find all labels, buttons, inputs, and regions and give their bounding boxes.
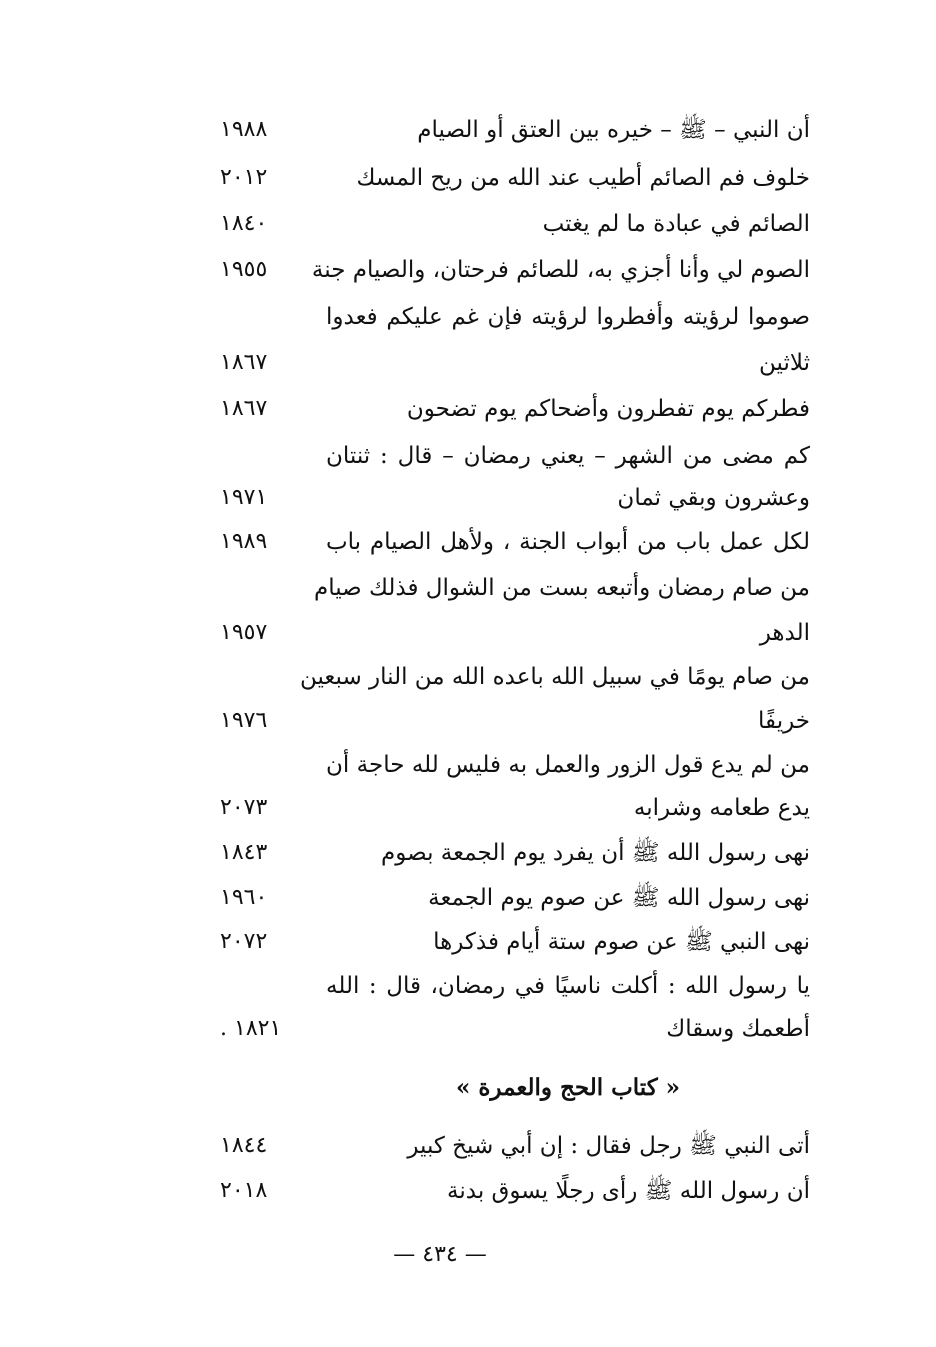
list-item [200, 295, 810, 339]
list-item [200, 248, 810, 292]
page-number: — ٤٣٤ — [393, 1242, 487, 1267]
reference-number: ١٩٨٩ [220, 529, 268, 554]
hadith-text: أن رسول الله ﷺ رأى رجلًا يسوق بدنة [447, 1178, 810, 1204]
list-item [200, 202, 810, 246]
hadith-text: ثلاثين [759, 350, 810, 376]
list-item [200, 1007, 810, 1051]
list-item [200, 655, 810, 699]
section-heading: « كتاب الحج والعمرة » [455, 1074, 681, 1101]
reference-number: ١٨٢١ . [220, 1016, 282, 1041]
hadith-text: نهى رسول الله ﷺ أن يفرد يوم الجمعة بصوم [381, 840, 810, 866]
reference-number: ١٩٧١ [220, 485, 268, 510]
hadith-text: نهى رسول الله ﷺ عن صوم يوم الجمعة [428, 885, 810, 911]
reference-number: ١٩٧٦ [220, 708, 268, 733]
hadith-text: من لم يدع قول الزور والعمل به فليس لله حاجة أن [326, 752, 810, 778]
hadith-text: خلوف فم الصائم أطيب عند الله من ريح المسك [356, 165, 810, 191]
hadith-text: نهى النبي ﷺ عن صوم ستة أيام فذكرها [433, 929, 810, 955]
hadith-text: فطركم يوم تفطرون وأضحاكم يوم تضحون [406, 396, 810, 422]
hadith-text: لكل عمل باب من أبواب الجنة ، ولأهل الصيام باب [326, 529, 810, 555]
reference-number: ١٨٦٧ [220, 350, 268, 375]
list-item [200, 341, 810, 385]
list-item [200, 156, 810, 200]
reference-number: ١٩٥٧ [220, 620, 268, 645]
list-item [200, 920, 810, 964]
reference-number: ٢٠١٢ [220, 165, 268, 190]
hadith-text: وعشرون وبقي ثمان [617, 485, 810, 511]
hadith-text: يا رسول الله : أكلت ناسيًا في رمضان، قال : الله [326, 973, 810, 999]
list-item [200, 699, 810, 743]
hadith-text: الدهر [759, 620, 810, 646]
hadith-text: الصائم في عبادة ما لم يغتب [542, 211, 810, 237]
hadith-text: أن النبي – ﷺ – خيره بين العتق أو الصيام [417, 117, 810, 143]
list-item [200, 831, 810, 875]
hadith-text: كم مضى من الشهر – يعني رمضان – قال : ثنتان [326, 443, 810, 469]
reference-number: ١٨٤٣ [220, 840, 268, 865]
hadith-text: أطعمك وسقاك [666, 1016, 810, 1042]
list-item [200, 1124, 810, 1168]
list-item [200, 434, 810, 478]
reference-number: ١٩٨٨ [220, 117, 268, 142]
list-item [200, 876, 810, 920]
hadith-text: صوموا لرؤيته وأفطروا لرؤيته فإن غم عليكم فعدوا [326, 304, 810, 330]
reference-number: ١٩٦٠ [220, 885, 268, 910]
reference-number: ١٨٤٠ [220, 211, 268, 236]
reference-number: ٢٠٧٣ [220, 795, 268, 820]
reference-number: ١٩٥٥ [220, 257, 268, 282]
hadith-text: من صام رمضان وأتبعه بست من الشوال فذلك صيام [313, 575, 810, 601]
list-item [200, 387, 810, 431]
reference-number: ١٨٤٤ [220, 1133, 268, 1158]
hadith-text: من صام يومًا في سبيل الله باعده الله من النار سبعين [299, 664, 810, 690]
reference-number: ٢٠١٨ [220, 1178, 268, 1203]
list-item [200, 1169, 810, 1213]
list-item [200, 566, 810, 610]
list-item [200, 520, 810, 564]
reference-number: ١٨٦٧ [220, 396, 268, 421]
hadith-text: الصوم لي وأنا أجزي به، للصائم فرحتان، والصيام جنة [311, 257, 810, 283]
list-item [200, 786, 810, 830]
list-item [200, 108, 810, 152]
reference-number: ٢٠٧٢ [220, 929, 268, 954]
hadith-text: أتى النبي ﷺ رجل فقال : إن أبي شيخ كبير [407, 1133, 810, 1159]
hadith-text: خريفًا [758, 708, 810, 734]
list-item [200, 476, 810, 520]
hadith-text: يدع طعامه وشرابه [633, 795, 810, 821]
list-item [200, 743, 810, 787]
list-item [200, 611, 810, 655]
list-item [200, 964, 810, 1008]
